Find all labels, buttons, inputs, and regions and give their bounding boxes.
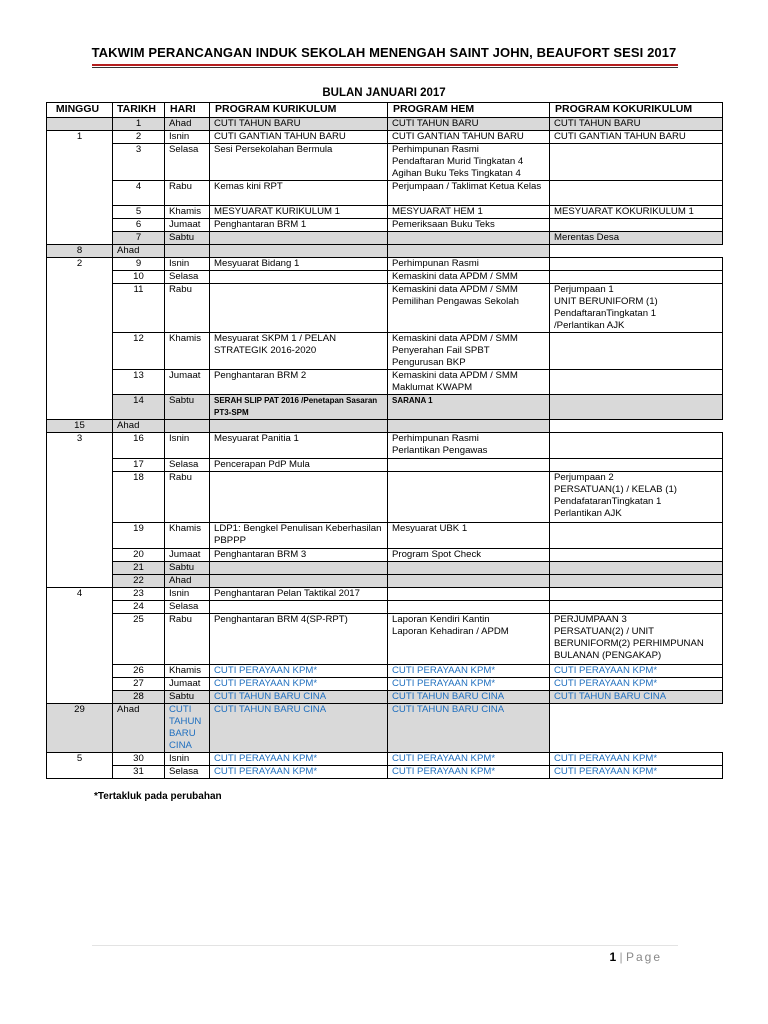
kokurikulum-cell <box>550 549 723 562</box>
day-cell: Isnin <box>165 588 210 601</box>
day-cell: Khamis <box>165 206 210 219</box>
day-cell: Selasa <box>165 459 210 472</box>
kokurikulum-cell: CUTI PERAYAAN KPM* <box>550 665 723 678</box>
table-row <box>47 420 723 433</box>
kokurikulum-cell <box>550 562 723 575</box>
page-number: 1 <box>609 950 617 964</box>
kokurikulum-cell <box>550 575 723 588</box>
kokurikulum-cell <box>550 271 723 284</box>
date-cell: 31 <box>113 766 165 779</box>
table-row <box>47 284 723 333</box>
hem-cell: CUTI TAHUN BARU CINA <box>388 691 550 704</box>
day-cell: Rabu <box>165 614 210 665</box>
kokurikulum-cell <box>550 588 723 601</box>
kurikulum-cell: Penghantaran BRM 4(SP-RPT) <box>210 614 388 665</box>
hem-cell <box>210 420 388 433</box>
kokurikulum-cell <box>550 258 723 271</box>
day-cell: Khamis <box>165 333 210 370</box>
kurikulum-cell: Penghantaran BRM 2 <box>210 370 388 395</box>
page-label: Page <box>625 950 662 964</box>
kokurikulum-cell: Perjumpaan 1 UNIT BERUNIFORM (1) PendaftaranTingkatan 1 /Perlantikan AJK <box>550 284 723 333</box>
table-row <box>47 614 723 665</box>
kokurikulum-cell: CUTI PERAYAAN KPM* <box>550 753 723 766</box>
hem-cell: CUTI TAHUN BARU <box>388 118 550 131</box>
hem-cell: Perjumpaan / Taklimat Ketua Kelas <box>388 181 550 206</box>
hem-cell: Perhimpunan Rasmi <box>388 258 550 271</box>
kurikulum-cell: CUTI PERAYAAN KPM* <box>210 766 388 779</box>
week-cell: 4 <box>47 588 113 704</box>
hem-cell <box>388 562 550 575</box>
kokurikulum-cell: CUTI TAHUN BARU <box>550 118 723 131</box>
table-row <box>47 472 723 523</box>
hem-cell <box>388 575 550 588</box>
table-row <box>47 118 723 131</box>
hem-cell: CUTI PERAYAAN KPM* <box>388 665 550 678</box>
kokurikulum-cell: CUTI TAHUN BARU CINA <box>388 704 550 753</box>
kurikulum-cell <box>210 575 388 588</box>
date-cell: 10 <box>113 271 165 284</box>
date-cell: 17 <box>113 459 165 472</box>
kokurikulum-cell: CUTI TAHUN BARU CINA <box>550 691 723 704</box>
kokurikulum-cell: CUTI GANTIAN TAHUN BARU <box>550 131 723 144</box>
hem-cell: CUTI GANTIAN TAHUN BARU <box>388 131 550 144</box>
table-row <box>47 691 723 704</box>
footer-rule <box>92 945 678 946</box>
day-cell: Ahad <box>165 575 210 588</box>
hem-cell: Mesyuarat UBK 1 <box>388 523 550 549</box>
kokurikulum-cell <box>388 245 550 258</box>
week-cell-empty <box>47 118 113 131</box>
table-row <box>47 678 723 691</box>
date-cell: 24 <box>113 601 165 614</box>
day-cell: Isnin <box>165 753 210 766</box>
date-cell: 20 <box>113 549 165 562</box>
day-cell: Isnin <box>165 433 210 459</box>
kokurikulum-cell <box>550 395 723 420</box>
day-cell: Jumaat <box>165 219 210 232</box>
table-row <box>47 523 723 549</box>
day-cell: Khamis <box>165 665 210 678</box>
kokurikulum-cell: PERJUMPAAN 3 PERSATUAN(2) / UNIT BERUNIFORM(2) PERHIMPUNAN BULANAN (PENGAKAP) <box>550 614 723 665</box>
kurikulum-cell: CUTI PERAYAAN KPM* <box>210 665 388 678</box>
header-tarikh: TARIKH <box>113 103 165 118</box>
table-row <box>47 549 723 562</box>
date-cell: 12 <box>113 333 165 370</box>
date-cell: 2 <box>113 131 165 144</box>
kokurikulum-cell <box>550 459 723 472</box>
hem-cell <box>388 601 550 614</box>
kokurikulum-cell: Perjumpaan 2 PERSATUAN(1) / KELAB (1) PendafataranTingkatan 1 Perlantikan AJK <box>550 472 723 523</box>
kurikulum-cell <box>210 271 388 284</box>
table-row <box>47 258 723 271</box>
kokurikulum-cell: MESYUARAT KOKURIKULUM 1 <box>550 206 723 219</box>
day-cell: Sabtu <box>165 562 210 575</box>
kurikulum-cell: Sesi Persekolahan Bermula <box>210 144 388 181</box>
kurikulum-cell <box>165 420 210 433</box>
kurikulum-cell: Mesyuarat SKPM 1 / PELAN STRATEGIK 2016-2020 <box>210 333 388 370</box>
day-cell: Isnin <box>165 258 210 271</box>
kokurikulum-cell: CUTI PERAYAAN KPM* <box>550 766 723 779</box>
day-cell: Ahad <box>113 704 165 753</box>
kurikulum-cell: SERAH SLIP PAT 2016 /Penetapan Sasaran PT3-SPM <box>210 395 388 420</box>
kokurikulum-cell <box>550 333 723 370</box>
date-cell: 25 <box>113 614 165 665</box>
date-cell: 29 <box>47 704 113 753</box>
kokurikulum-cell: CUTI PERAYAAN KPM* <box>550 678 723 691</box>
date-cell: 7 <box>113 232 165 245</box>
kurikulum-cell <box>210 472 388 523</box>
kurikulum-cell: Penghantaran BRM 1 <box>210 219 388 232</box>
date-cell: 6 <box>113 219 165 232</box>
table-row <box>47 562 723 575</box>
table-header-row <box>47 103 723 118</box>
hem-cell <box>388 588 550 601</box>
kurikulum-cell: MESYUARAT KURIKULUM 1 <box>210 206 388 219</box>
kurikulum-cell <box>210 601 388 614</box>
kokurikulum-cell <box>550 433 723 459</box>
month-heading: BULAN JANUARI 2017 <box>322 87 446 99</box>
table-row <box>47 271 723 284</box>
week-cell: 3 <box>47 433 113 588</box>
week-cell: 1 <box>47 131 113 245</box>
title-rule-thin <box>92 67 678 68</box>
hem-cell: Kemaskini data APDM / SMM Pemilihan Pengawas Sekolah <box>388 284 550 333</box>
day-cell: Selasa <box>165 766 210 779</box>
kokurikulum-cell <box>550 219 723 232</box>
day-cell: Jumaat <box>165 549 210 562</box>
date-cell: 4 <box>113 181 165 206</box>
date-cell: 3 <box>113 144 165 181</box>
day-cell: Isnin <box>165 131 210 144</box>
table-row <box>47 766 723 779</box>
table-row <box>47 206 723 219</box>
header-kokurikulum: PROGRAM KOKURIKULUM <box>550 103 723 118</box>
day-cell: Sabtu <box>165 395 210 420</box>
hem-cell: Pemeriksaan Buku Teks <box>388 219 550 232</box>
date-cell: 30 <box>113 753 165 766</box>
hem-cell: Perhimpunan Rasmi Perlantikan Pengawas <box>388 433 550 459</box>
date-cell: 5 <box>113 206 165 219</box>
day-cell: Sabtu <box>165 232 210 245</box>
hem-cell: CUTI TAHUN BARU CINA <box>210 704 388 753</box>
kurikulum-cell: CUTI PERAYAAN KPM* <box>210 678 388 691</box>
hem-cell: SARANA 1 <box>388 395 550 420</box>
table-row <box>47 459 723 472</box>
kokurikulum-cell: Merentas Desa <box>550 232 723 245</box>
day-cell: Rabu <box>165 284 210 333</box>
kurikulum-cell <box>165 245 210 258</box>
kurikulum-cell: Pencerapan PdP Mula <box>210 459 388 472</box>
kurikulum-cell: Kemas kini RPT <box>210 181 388 206</box>
hem-cell: Program Spot Check <box>388 549 550 562</box>
calendar-table <box>46 102 723 779</box>
date-cell: 23 <box>113 588 165 601</box>
kurikulum-cell <box>210 232 388 245</box>
hem-cell: Kemaskini data APDM / SMM Maklumat KWAPM <box>388 370 550 395</box>
kurikulum-cell: CUTI PERAYAAN KPM* <box>210 753 388 766</box>
hem-cell <box>388 472 550 523</box>
page-separator: | <box>619 950 623 964</box>
date-cell: 16 <box>113 433 165 459</box>
header-hari: HARI <box>165 103 210 118</box>
day-cell: Rabu <box>165 472 210 523</box>
footnote: *Tertakluk pada perubahan <box>94 791 222 802</box>
table-row <box>47 333 723 370</box>
kurikulum-cell: Penghantaran Pelan Taktikal 2017 <box>210 588 388 601</box>
hem-cell: Perhimpunan Rasmi Pendaftaran Murid Tingkatan 4 Agihan Buku Teks Tingkatan 4 <box>388 144 550 181</box>
document-title: TAKWIM PERANCANGAN INDUK SEKOLAH MENENGAH SAINT JOHN, BEAUFORT SESI 2017 <box>91 45 677 60</box>
date-cell: 22 <box>113 575 165 588</box>
table-row <box>47 665 723 678</box>
kurikulum-cell: CUTI TAHUN BARU CINA <box>165 704 210 753</box>
week-cell: 2 <box>47 258 113 420</box>
day-cell: Ahad <box>165 118 210 131</box>
date-cell: 26 <box>113 665 165 678</box>
day-cell: Selasa <box>165 144 210 181</box>
table-row <box>47 144 723 181</box>
hem-cell: CUTI PERAYAAN KPM* <box>388 766 550 779</box>
date-cell: 27 <box>113 678 165 691</box>
kokurikulum-cell <box>550 523 723 549</box>
hem-cell <box>210 245 388 258</box>
kurikulum-cell: CUTI GANTIAN TAHUN BARU <box>210 131 388 144</box>
header-kurikulum: PROGRAM KURIKULUM <box>210 103 388 118</box>
kurikulum-cell: Mesyuarat Panitia 1 <box>210 433 388 459</box>
hem-cell <box>388 459 550 472</box>
table-row <box>47 181 723 206</box>
kokurikulum-cell <box>388 420 550 433</box>
table-row <box>47 395 723 420</box>
kokurikulum-cell <box>550 144 723 181</box>
table-row <box>47 753 723 766</box>
kokurikulum-cell <box>550 601 723 614</box>
hem-cell: MESYUARAT HEM 1 <box>388 206 550 219</box>
date-cell: 15 <box>47 420 113 433</box>
table-row <box>47 245 723 258</box>
hem-cell: CUTI PERAYAAN KPM* <box>388 678 550 691</box>
kurikulum-cell: LDP1: Bengkel Penulisan Keberhasilan PBPPP <box>210 523 388 549</box>
day-cell: Jumaat <box>165 370 210 395</box>
date-cell: 28 <box>113 691 165 704</box>
table-row <box>47 131 723 144</box>
kokurikulum-cell <box>550 181 723 206</box>
kurikulum-cell: CUTI TAHUN BARU <box>210 118 388 131</box>
date-cell: 1 <box>113 118 165 131</box>
date-cell: 19 <box>113 523 165 549</box>
table-row <box>47 704 723 753</box>
table-row <box>47 588 723 601</box>
date-cell: 21 <box>113 562 165 575</box>
date-cell: 8 <box>47 245 113 258</box>
hem-cell: CUTI PERAYAAN KPM* <box>388 753 550 766</box>
day-cell: Selasa <box>165 271 210 284</box>
week-cell: 5 <box>47 753 113 779</box>
table-row <box>47 601 723 614</box>
day-cell: Selasa <box>165 601 210 614</box>
table-row <box>47 219 723 232</box>
date-cell: 11 <box>113 284 165 333</box>
date-cell: 14 <box>113 395 165 420</box>
day-cell: Jumaat <box>165 678 210 691</box>
date-cell: 18 <box>113 472 165 523</box>
page-footer <box>609 950 662 964</box>
date-cell: 13 <box>113 370 165 395</box>
day-cell: Khamis <box>165 523 210 549</box>
hem-cell: Laporan Kendiri Kantin Laporan Kehadiran / APDM <box>388 614 550 665</box>
kokurikulum-cell <box>550 370 723 395</box>
table-row <box>47 575 723 588</box>
kurikulum-cell <box>210 562 388 575</box>
kurikulum-cell: Mesyuarat Bidang 1 <box>210 258 388 271</box>
day-cell: Ahad <box>113 245 165 258</box>
date-cell: 9 <box>113 258 165 271</box>
kurikulum-cell: Penghantaran BRM 3 <box>210 549 388 562</box>
header-hem: PROGRAM HEM <box>388 103 550 118</box>
table-row <box>47 370 723 395</box>
title-rule <box>92 64 678 66</box>
hem-cell <box>388 232 550 245</box>
table-row <box>47 433 723 459</box>
hem-cell: Kemaskini data APDM / SMM <box>388 271 550 284</box>
hem-cell: Kemaskini data APDM / SMM Penyerahan Fail SPBT Pengurusan BKP <box>388 333 550 370</box>
header-minggu: MINGGU <box>47 103 113 118</box>
day-cell: Ahad <box>113 420 165 433</box>
day-cell: Sabtu <box>165 691 210 704</box>
kurikulum-cell: CUTI TAHUN BARU CINA <box>210 691 388 704</box>
day-cell: Rabu <box>165 181 210 206</box>
table-row <box>47 232 723 245</box>
kurikulum-cell <box>210 284 388 333</box>
